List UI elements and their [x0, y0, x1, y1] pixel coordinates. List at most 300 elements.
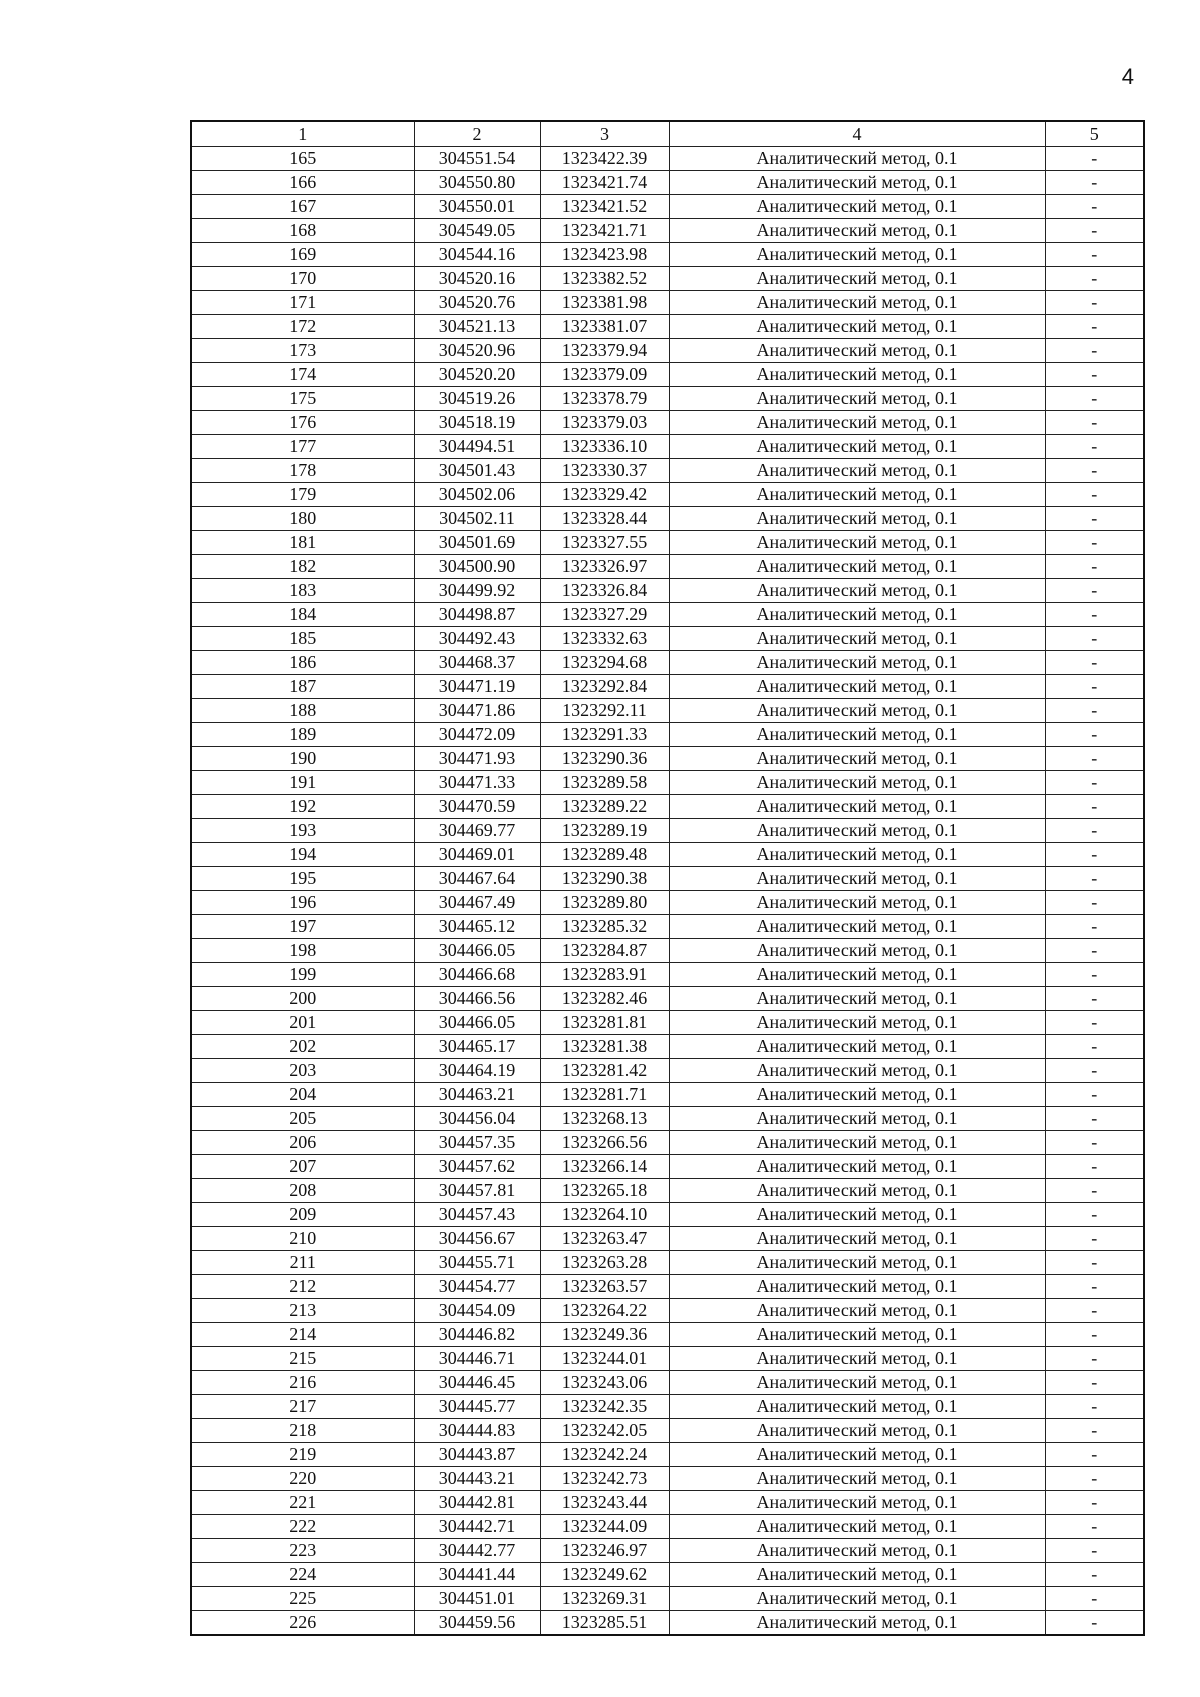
point-number-cell: 212	[191, 1275, 414, 1299]
x-coordinate-cell: 304501.69	[414, 531, 540, 555]
table-row	[191, 1131, 1144, 1155]
note-cell: -	[1045, 435, 1144, 459]
method-cell: Аналитический метод, 0.1	[669, 1539, 1045, 1563]
method-cell: Аналитический метод, 0.1	[669, 891, 1045, 915]
note-cell: -	[1045, 843, 1144, 867]
y-coordinate-cell: 1323285.32	[540, 915, 669, 939]
x-coordinate-cell: 304471.19	[414, 675, 540, 699]
note-cell: -	[1045, 339, 1144, 363]
table-row	[191, 1563, 1144, 1587]
note-cell: -	[1045, 1587, 1144, 1611]
table-row	[191, 1515, 1144, 1539]
y-coordinate-cell: 1323249.62	[540, 1563, 669, 1587]
x-coordinate-cell: 304443.21	[414, 1467, 540, 1491]
method-cell: Аналитический метод, 0.1	[669, 507, 1045, 531]
method-cell: Аналитический метод, 0.1	[669, 435, 1045, 459]
point-number-cell: 184	[191, 603, 414, 627]
table-row	[191, 675, 1144, 699]
column-header-1: 1	[191, 121, 414, 147]
note-cell: -	[1045, 771, 1144, 795]
y-coordinate-cell: 1323266.56	[540, 1131, 669, 1155]
point-number-cell: 201	[191, 1011, 414, 1035]
table-row	[191, 1443, 1144, 1467]
x-coordinate-cell: 304455.71	[414, 1251, 540, 1275]
table-row	[191, 1611, 1144, 1636]
note-cell: -	[1045, 1395, 1144, 1419]
note-cell: -	[1045, 1347, 1144, 1371]
method-cell: Аналитический метод, 0.1	[669, 459, 1045, 483]
table-row	[191, 1251, 1144, 1275]
note-cell: -	[1045, 243, 1144, 267]
y-coordinate-cell: 1323291.33	[540, 723, 669, 747]
x-coordinate-cell: 304445.77	[414, 1395, 540, 1419]
method-cell: Аналитический метод, 0.1	[669, 387, 1045, 411]
y-coordinate-cell: 1323268.13	[540, 1107, 669, 1131]
y-coordinate-cell: 1323242.05	[540, 1419, 669, 1443]
note-cell: -	[1045, 483, 1144, 507]
point-number-cell: 223	[191, 1539, 414, 1563]
x-coordinate-cell: 304463.21	[414, 1083, 540, 1107]
table-row	[191, 1419, 1144, 1443]
point-number-cell: 206	[191, 1131, 414, 1155]
method-cell: Аналитический метод, 0.1	[669, 1491, 1045, 1515]
point-number-cell: 214	[191, 1323, 414, 1347]
point-number-cell: 183	[191, 579, 414, 603]
note-cell: -	[1045, 1059, 1144, 1083]
y-coordinate-cell: 1323249.36	[540, 1323, 669, 1347]
y-coordinate-cell: 1323243.06	[540, 1371, 669, 1395]
table-row	[191, 1299, 1144, 1323]
x-coordinate-cell: 304457.81	[414, 1179, 540, 1203]
method-cell: Аналитический метод, 0.1	[669, 1611, 1045, 1636]
method-cell: Аналитический метод, 0.1	[669, 963, 1045, 987]
y-coordinate-cell: 1323284.87	[540, 939, 669, 963]
method-cell: Аналитический метод, 0.1	[669, 1251, 1045, 1275]
method-cell: Аналитический метод, 0.1	[669, 1059, 1045, 1083]
point-number-cell: 225	[191, 1587, 414, 1611]
y-coordinate-cell: 1323292.11	[540, 699, 669, 723]
point-number-cell: 175	[191, 387, 414, 411]
x-coordinate-cell: 304470.59	[414, 795, 540, 819]
y-coordinate-cell: 1323422.39	[540, 147, 669, 171]
method-cell: Аналитический метод, 0.1	[669, 291, 1045, 315]
y-coordinate-cell: 1323282.46	[540, 987, 669, 1011]
method-cell: Аналитический метод, 0.1	[669, 699, 1045, 723]
x-coordinate-cell: 304454.09	[414, 1299, 540, 1323]
point-number-cell: 213	[191, 1299, 414, 1323]
method-cell: Аналитический метод, 0.1	[669, 1515, 1045, 1539]
coordinates-table	[190, 120, 1145, 1636]
y-coordinate-cell: 1323421.52	[540, 195, 669, 219]
table-row	[191, 171, 1144, 195]
y-coordinate-cell: 1323379.94	[540, 339, 669, 363]
table-row	[191, 1371, 1144, 1395]
y-coordinate-cell: 1323264.22	[540, 1299, 669, 1323]
point-number-cell: 193	[191, 819, 414, 843]
note-cell: -	[1045, 891, 1144, 915]
method-cell: Аналитический метод, 0.1	[669, 1347, 1045, 1371]
table-row	[191, 603, 1144, 627]
method-cell: Аналитический метод, 0.1	[669, 1203, 1045, 1227]
table-row	[191, 339, 1144, 363]
table-row	[191, 771, 1144, 795]
point-number-cell: 198	[191, 939, 414, 963]
x-coordinate-cell: 304521.13	[414, 315, 540, 339]
x-coordinate-cell: 304519.26	[414, 387, 540, 411]
x-coordinate-cell: 304520.16	[414, 267, 540, 291]
method-cell: Аналитический метод, 0.1	[669, 1563, 1045, 1587]
table-row	[191, 1107, 1144, 1131]
note-cell: -	[1045, 387, 1144, 411]
column-header-2: 2	[414, 121, 540, 147]
table-row	[191, 291, 1144, 315]
x-coordinate-cell: 304501.43	[414, 459, 540, 483]
method-cell: Аналитический метод, 0.1	[669, 267, 1045, 291]
x-coordinate-cell: 304465.12	[414, 915, 540, 939]
y-coordinate-cell: 1323265.18	[540, 1179, 669, 1203]
point-number-cell: 215	[191, 1347, 414, 1371]
note-cell: -	[1045, 1011, 1144, 1035]
table-row	[191, 1347, 1144, 1371]
y-coordinate-cell: 1323336.10	[540, 435, 669, 459]
y-coordinate-cell: 1323292.84	[540, 675, 669, 699]
note-cell: -	[1045, 795, 1144, 819]
y-coordinate-cell: 1323242.73	[540, 1467, 669, 1491]
table-row	[191, 1275, 1144, 1299]
method-cell: Аналитический метод, 0.1	[669, 915, 1045, 939]
y-coordinate-cell: 1323381.07	[540, 315, 669, 339]
note-cell: -	[1045, 651, 1144, 675]
note-cell: -	[1045, 195, 1144, 219]
table-row	[191, 891, 1144, 915]
table-row	[191, 483, 1144, 507]
y-coordinate-cell: 1323290.36	[540, 747, 669, 771]
table-header-row	[191, 121, 1144, 147]
table-row	[191, 315, 1144, 339]
x-coordinate-cell: 304457.35	[414, 1131, 540, 1155]
table-row	[191, 1491, 1144, 1515]
method-cell: Аналитический метод, 0.1	[669, 483, 1045, 507]
column-header-4: 4	[669, 121, 1045, 147]
point-number-cell: 186	[191, 651, 414, 675]
table-row	[191, 1203, 1144, 1227]
method-cell: Аналитический метод, 0.1	[669, 1395, 1045, 1419]
table-row	[191, 987, 1144, 1011]
table-row	[191, 1395, 1144, 1419]
x-coordinate-cell: 304467.49	[414, 891, 540, 915]
x-coordinate-cell: 304446.45	[414, 1371, 540, 1395]
note-cell: -	[1045, 1563, 1144, 1587]
y-coordinate-cell: 1323382.52	[540, 267, 669, 291]
note-cell: -	[1045, 1467, 1144, 1491]
point-number-cell: 216	[191, 1371, 414, 1395]
table-row	[191, 195, 1144, 219]
point-number-cell: 204	[191, 1083, 414, 1107]
y-coordinate-cell: 1323421.71	[540, 219, 669, 243]
y-coordinate-cell: 1323289.22	[540, 795, 669, 819]
note-cell: -	[1045, 699, 1144, 723]
note-cell: -	[1045, 987, 1144, 1011]
y-coordinate-cell: 1323243.44	[540, 1491, 669, 1515]
x-coordinate-cell: 304469.01	[414, 843, 540, 867]
x-coordinate-cell: 304466.68	[414, 963, 540, 987]
note-cell: -	[1045, 531, 1144, 555]
x-coordinate-cell: 304494.51	[414, 435, 540, 459]
method-cell: Аналитический метод, 0.1	[669, 1443, 1045, 1467]
y-coordinate-cell: 1323263.57	[540, 1275, 669, 1299]
point-number-cell: 168	[191, 219, 414, 243]
y-coordinate-cell: 1323289.19	[540, 819, 669, 843]
y-coordinate-cell: 1323294.68	[540, 651, 669, 675]
x-coordinate-cell: 304518.19	[414, 411, 540, 435]
point-number-cell: 197	[191, 915, 414, 939]
point-number-cell: 222	[191, 1515, 414, 1539]
point-number-cell: 188	[191, 699, 414, 723]
point-number-cell: 218	[191, 1419, 414, 1443]
table-row	[191, 387, 1144, 411]
note-cell: -	[1045, 1155, 1144, 1179]
table-row	[191, 1467, 1144, 1491]
note-cell: -	[1045, 411, 1144, 435]
note-cell: -	[1045, 963, 1144, 987]
point-number-cell: 171	[191, 291, 414, 315]
table-row	[191, 219, 1144, 243]
x-coordinate-cell: 304446.71	[414, 1347, 540, 1371]
x-coordinate-cell: 304520.76	[414, 291, 540, 315]
method-cell: Аналитический метод, 0.1	[669, 1035, 1045, 1059]
method-cell: Аналитический метод, 0.1	[669, 843, 1045, 867]
table-row	[191, 459, 1144, 483]
x-coordinate-cell: 304549.05	[414, 219, 540, 243]
method-cell: Аналитический метод, 0.1	[669, 939, 1045, 963]
x-coordinate-cell: 304466.56	[414, 987, 540, 1011]
point-number-cell: 210	[191, 1227, 414, 1251]
note-cell: -	[1045, 1371, 1144, 1395]
table-row	[191, 1323, 1144, 1347]
x-coordinate-cell: 304465.17	[414, 1035, 540, 1059]
y-coordinate-cell: 1323281.42	[540, 1059, 669, 1083]
table-row	[191, 243, 1144, 267]
method-cell: Аналитический метод, 0.1	[669, 315, 1045, 339]
note-cell: -	[1045, 579, 1144, 603]
method-cell: Аналитический метод, 0.1	[669, 1371, 1045, 1395]
y-coordinate-cell: 1323244.09	[540, 1515, 669, 1539]
y-coordinate-cell: 1323328.44	[540, 507, 669, 531]
point-number-cell: 181	[191, 531, 414, 555]
table-row	[191, 843, 1144, 867]
method-cell: Аналитический метод, 0.1	[669, 651, 1045, 675]
table-row	[191, 1059, 1144, 1083]
note-cell: -	[1045, 747, 1144, 771]
method-cell: Аналитический метод, 0.1	[669, 1467, 1045, 1491]
method-cell: Аналитический метод, 0.1	[669, 747, 1045, 771]
x-coordinate-cell: 304444.83	[414, 1419, 540, 1443]
note-cell: -	[1045, 1515, 1144, 1539]
table-body	[191, 147, 1144, 1636]
y-coordinate-cell: 1323289.48	[540, 843, 669, 867]
table-row	[191, 747, 1144, 771]
x-coordinate-cell: 304464.19	[414, 1059, 540, 1083]
method-cell: Аналитический метод, 0.1	[669, 675, 1045, 699]
x-coordinate-cell: 304520.20	[414, 363, 540, 387]
point-number-cell: 170	[191, 267, 414, 291]
note-cell: -	[1045, 1251, 1144, 1275]
point-number-cell: 196	[191, 891, 414, 915]
method-cell: Аналитический метод, 0.1	[669, 339, 1045, 363]
x-coordinate-cell: 304550.80	[414, 171, 540, 195]
method-cell: Аналитический метод, 0.1	[669, 243, 1045, 267]
y-coordinate-cell: 1323327.55	[540, 531, 669, 555]
point-number-cell: 174	[191, 363, 414, 387]
point-number-cell: 208	[191, 1179, 414, 1203]
note-cell: -	[1045, 555, 1144, 579]
point-number-cell: 199	[191, 963, 414, 987]
x-coordinate-cell: 304500.90	[414, 555, 540, 579]
table-row	[191, 915, 1144, 939]
x-coordinate-cell: 304468.37	[414, 651, 540, 675]
note-cell: -	[1045, 1107, 1144, 1131]
x-coordinate-cell: 304457.62	[414, 1155, 540, 1179]
note-cell: -	[1045, 1443, 1144, 1467]
table-row	[191, 1011, 1144, 1035]
table-row	[191, 1539, 1144, 1563]
point-number-cell: 221	[191, 1491, 414, 1515]
x-coordinate-cell: 304467.64	[414, 867, 540, 891]
table-row	[191, 651, 1144, 675]
y-coordinate-cell: 1323283.91	[540, 963, 669, 987]
note-cell: -	[1045, 867, 1144, 891]
note-cell: -	[1045, 627, 1144, 651]
point-number-cell: 217	[191, 1395, 414, 1419]
method-cell: Аналитический метод, 0.1	[669, 1587, 1045, 1611]
point-number-cell: 169	[191, 243, 414, 267]
point-number-cell: 202	[191, 1035, 414, 1059]
point-number-cell: 167	[191, 195, 414, 219]
point-number-cell: 205	[191, 1107, 414, 1131]
method-cell: Аналитический метод, 0.1	[669, 603, 1045, 627]
y-coordinate-cell: 1323290.38	[540, 867, 669, 891]
point-number-cell: 220	[191, 1467, 414, 1491]
table-row	[191, 723, 1144, 747]
x-coordinate-cell: 304498.87	[414, 603, 540, 627]
y-coordinate-cell: 1323421.74	[540, 171, 669, 195]
table-row	[191, 411, 1144, 435]
y-coordinate-cell: 1323326.84	[540, 579, 669, 603]
method-cell: Аналитический метод, 0.1	[669, 579, 1045, 603]
x-coordinate-cell: 304502.11	[414, 507, 540, 531]
point-number-cell: 194	[191, 843, 414, 867]
note-cell: -	[1045, 915, 1144, 939]
point-number-cell: 178	[191, 459, 414, 483]
method-cell: Аналитический метод, 0.1	[669, 555, 1045, 579]
column-header-3: 3	[540, 121, 669, 147]
method-cell: Аналитический метод, 0.1	[669, 867, 1045, 891]
point-number-cell: 219	[191, 1443, 414, 1467]
y-coordinate-cell: 1323285.51	[540, 1611, 669, 1636]
y-coordinate-cell: 1323244.01	[540, 1347, 669, 1371]
x-coordinate-cell: 304469.77	[414, 819, 540, 843]
point-number-cell: 211	[191, 1251, 414, 1275]
y-coordinate-cell: 1323379.03	[540, 411, 669, 435]
method-cell: Аналитический метод, 0.1	[669, 1419, 1045, 1443]
method-cell: Аналитический метод, 0.1	[669, 771, 1045, 795]
y-coordinate-cell: 1323281.81	[540, 1011, 669, 1035]
table-row	[191, 1035, 1144, 1059]
y-coordinate-cell: 1323266.14	[540, 1155, 669, 1179]
y-coordinate-cell: 1323263.47	[540, 1227, 669, 1251]
x-coordinate-cell: 304451.01	[414, 1587, 540, 1611]
method-cell: Аналитический метод, 0.1	[669, 171, 1045, 195]
x-coordinate-cell: 304456.04	[414, 1107, 540, 1131]
point-number-cell: 187	[191, 675, 414, 699]
table-row	[191, 939, 1144, 963]
method-cell: Аналитический метод, 0.1	[669, 1323, 1045, 1347]
method-cell: Аналитический метод, 0.1	[669, 723, 1045, 747]
table-row	[191, 555, 1144, 579]
y-coordinate-cell: 1323329.42	[540, 483, 669, 507]
table-row	[191, 435, 1144, 459]
note-cell: -	[1045, 1275, 1144, 1299]
table-row	[191, 963, 1144, 987]
method-cell: Аналитический метод, 0.1	[669, 819, 1045, 843]
y-coordinate-cell: 1323246.97	[540, 1539, 669, 1563]
point-number-cell: 176	[191, 411, 414, 435]
point-number-cell: 207	[191, 1155, 414, 1179]
note-cell: -	[1045, 291, 1144, 315]
y-coordinate-cell: 1323281.38	[540, 1035, 669, 1059]
y-coordinate-cell: 1323281.71	[540, 1083, 669, 1107]
note-cell: -	[1045, 1227, 1144, 1251]
note-cell: -	[1045, 1323, 1144, 1347]
note-cell: -	[1045, 1611, 1144, 1636]
method-cell: Аналитический метод, 0.1	[669, 627, 1045, 651]
x-coordinate-cell: 304471.86	[414, 699, 540, 723]
table-row	[191, 531, 1144, 555]
table-row	[191, 507, 1144, 531]
method-cell: Аналитический метод, 0.1	[669, 1227, 1045, 1251]
table-row	[191, 1155, 1144, 1179]
point-number-cell: 191	[191, 771, 414, 795]
x-coordinate-cell: 304471.93	[414, 747, 540, 771]
page-number: 4	[1121, 64, 1134, 89]
note-cell: -	[1045, 819, 1144, 843]
point-number-cell: 172	[191, 315, 414, 339]
table-row	[191, 363, 1144, 387]
method-cell: Аналитический метод, 0.1	[669, 219, 1045, 243]
note-cell: -	[1045, 315, 1144, 339]
x-coordinate-cell: 304472.09	[414, 723, 540, 747]
column-header-5: 5	[1045, 121, 1144, 147]
table-row	[191, 579, 1144, 603]
y-coordinate-cell: 1323264.10	[540, 1203, 669, 1227]
point-number-cell: 182	[191, 555, 414, 579]
point-number-cell: 177	[191, 435, 414, 459]
y-coordinate-cell: 1323289.80	[540, 891, 669, 915]
note-cell: -	[1045, 1179, 1144, 1203]
note-cell: -	[1045, 723, 1144, 747]
y-coordinate-cell: 1323289.58	[540, 771, 669, 795]
table-row	[191, 819, 1144, 843]
y-coordinate-cell: 1323379.09	[540, 363, 669, 387]
point-number-cell: 224	[191, 1563, 414, 1587]
note-cell: -	[1045, 1491, 1144, 1515]
y-coordinate-cell: 1323242.35	[540, 1395, 669, 1419]
note-cell: -	[1045, 171, 1144, 195]
table-row	[191, 1083, 1144, 1107]
method-cell: Аналитический метод, 0.1	[669, 1011, 1045, 1035]
x-coordinate-cell: 304457.43	[414, 1203, 540, 1227]
point-number-cell: 179	[191, 483, 414, 507]
